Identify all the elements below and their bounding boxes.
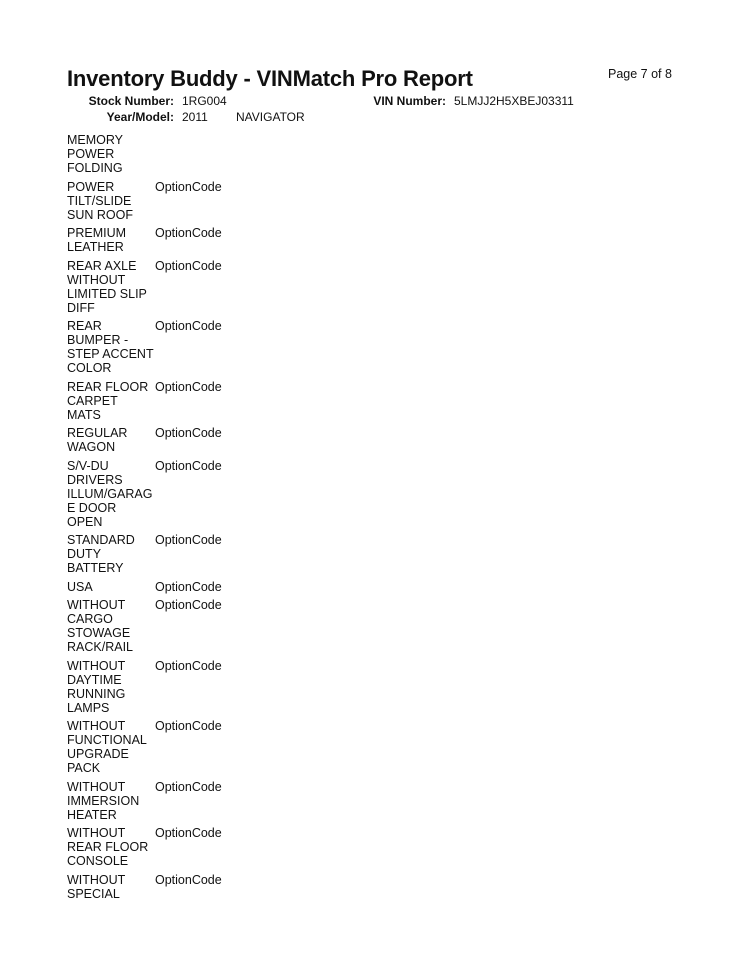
option-code (155, 133, 317, 175)
option-description-line: COLOR (67, 361, 112, 375)
option-code: OptionCode (155, 379, 222, 394)
option-description-line: CARPET (67, 393, 118, 408)
option-code: OptionCode (155, 458, 222, 473)
stock-number-value: 1RG004 (182, 94, 227, 108)
option-description (67, 533, 155, 575)
option-row (67, 598, 317, 654)
option-row (67, 380, 317, 422)
option-code: OptionCode (155, 579, 222, 594)
option-description-line: USA (67, 579, 93, 594)
option-code: OptionCode (155, 533, 222, 547)
option-row (67, 659, 317, 715)
option-code: OptionCode (155, 179, 222, 194)
option-description-line: ILLUM/GARAG (67, 486, 153, 501)
option-description-line: BATTERY (67, 561, 124, 575)
option-code: OptionCode (155, 258, 222, 273)
option-row (67, 719, 317, 775)
option-description-line: SUN ROOF (67, 207, 133, 222)
option-description-line: WITHOUT (67, 872, 126, 887)
option-description-line: PREMIUM (67, 226, 127, 240)
option-row (67, 459, 317, 529)
option-description-line: TILT/SLIDE (67, 193, 132, 208)
option-description (67, 226, 155, 254)
option-description-line: HEATER (67, 807, 117, 822)
option-description-line: POWER (67, 179, 115, 194)
option-row (67, 259, 317, 315)
option-row (67, 533, 317, 575)
option-description-line: CARGO (67, 612, 113, 626)
option-description-line: WITHOUT (67, 598, 126, 612)
option-description-line: LAMPS (67, 700, 110, 715)
option-code: OptionCode (155, 872, 222, 887)
option-description-line: MATS (67, 407, 101, 422)
option-code: OptionCode (155, 658, 222, 673)
option-description-line: WITHOUT (67, 719, 126, 733)
option-row (67, 133, 317, 175)
option-description-line: PACK (67, 761, 101, 775)
option-row (67, 580, 317, 594)
option-description-line: REAR AXLE (67, 258, 137, 273)
option-description-line: WITHOUT (67, 826, 126, 840)
option-code: OptionCode (155, 598, 222, 612)
option-description (67, 826, 155, 868)
option-description-line: BUMPER - (67, 333, 129, 347)
option-code: OptionCode (155, 779, 222, 794)
option-description-line: CONSOLE (67, 854, 129, 868)
option-description-line: OPEN (67, 514, 103, 529)
option-row (67, 426, 317, 454)
option-description-line: RUNNING (67, 686, 126, 701)
option-description-line: DAYTIME (67, 672, 122, 687)
option-row (67, 873, 317, 901)
option-description-line: WITHOUT (67, 658, 126, 673)
option-code: OptionCode (155, 426, 222, 440)
option-description-line: FUNCTIONAL (67, 733, 147, 747)
option-description-line: STEP ACCENT (67, 347, 154, 361)
option-description-line: WAGON (67, 440, 116, 454)
option-description-line: DRIVERS (67, 472, 123, 487)
option-row (67, 226, 317, 254)
option-row (67, 180, 317, 222)
option-description-line: STANDARD (67, 533, 135, 547)
option-description-line: MEMORY (67, 133, 124, 147)
option-description (67, 180, 155, 222)
option-description-line: FOLDING (67, 161, 123, 175)
option-description-line: S/V-DU (67, 458, 109, 473)
stock-number-label: Stock Number: (88, 94, 174, 108)
option-description (67, 380, 155, 422)
option-description-line: DUTY (67, 547, 102, 561)
year-value: 2011 (182, 110, 208, 124)
vin-number-value: 5LMJJ2H5XBEJ03311 (454, 94, 574, 108)
option-description (67, 259, 155, 315)
option-description-line: E DOOR (67, 500, 117, 515)
option-description-line: DIFF (67, 300, 95, 315)
options-list (67, 133, 317, 905)
option-description-line: REGULAR (67, 426, 128, 440)
option-description (67, 319, 155, 375)
vin-number-label: VIN Number: (373, 94, 446, 108)
option-description-line: RACK/RAIL (67, 640, 133, 654)
option-row (67, 826, 317, 868)
page-number: Page 7 of 8 (608, 67, 672, 81)
option-code: OptionCode (155, 719, 222, 733)
option-row (67, 780, 317, 822)
option-code: OptionCode (155, 226, 222, 240)
option-description-line: POWER (67, 147, 115, 161)
report-title: Inventory Buddy - VINMatch Pro Report (67, 66, 473, 91)
option-description (67, 598, 155, 654)
option-description-line: REAR FLOOR (67, 379, 149, 394)
option-description-line: REAR (67, 319, 102, 333)
option-description-line: LIMITED SLIP (67, 286, 147, 301)
option-code: OptionCode (155, 319, 222, 333)
option-description-line: IMMERSION (67, 793, 140, 808)
option-description (67, 133, 155, 175)
option-description (67, 719, 155, 775)
year-model-label: Year/Model: (106, 110, 174, 124)
option-description (67, 459, 155, 529)
option-description-line: LEATHER (67, 240, 124, 254)
model-value: NAVIGATOR (236, 110, 305, 124)
option-description-line: WITHOUT (67, 272, 126, 287)
option-description-line: UPGRADE (67, 747, 129, 761)
option-description (67, 659, 155, 715)
option-description (67, 580, 155, 594)
option-description-line: REAR FLOOR (67, 840, 149, 854)
option-description-line: STOWAGE (67, 626, 131, 640)
option-description-line: SPECIAL (67, 886, 120, 901)
option-description (67, 780, 155, 822)
option-description (67, 426, 155, 454)
option-row (67, 319, 317, 375)
option-description (67, 873, 155, 901)
option-code: OptionCode (155, 826, 222, 840)
option-description-line: WITHOUT (67, 779, 126, 794)
